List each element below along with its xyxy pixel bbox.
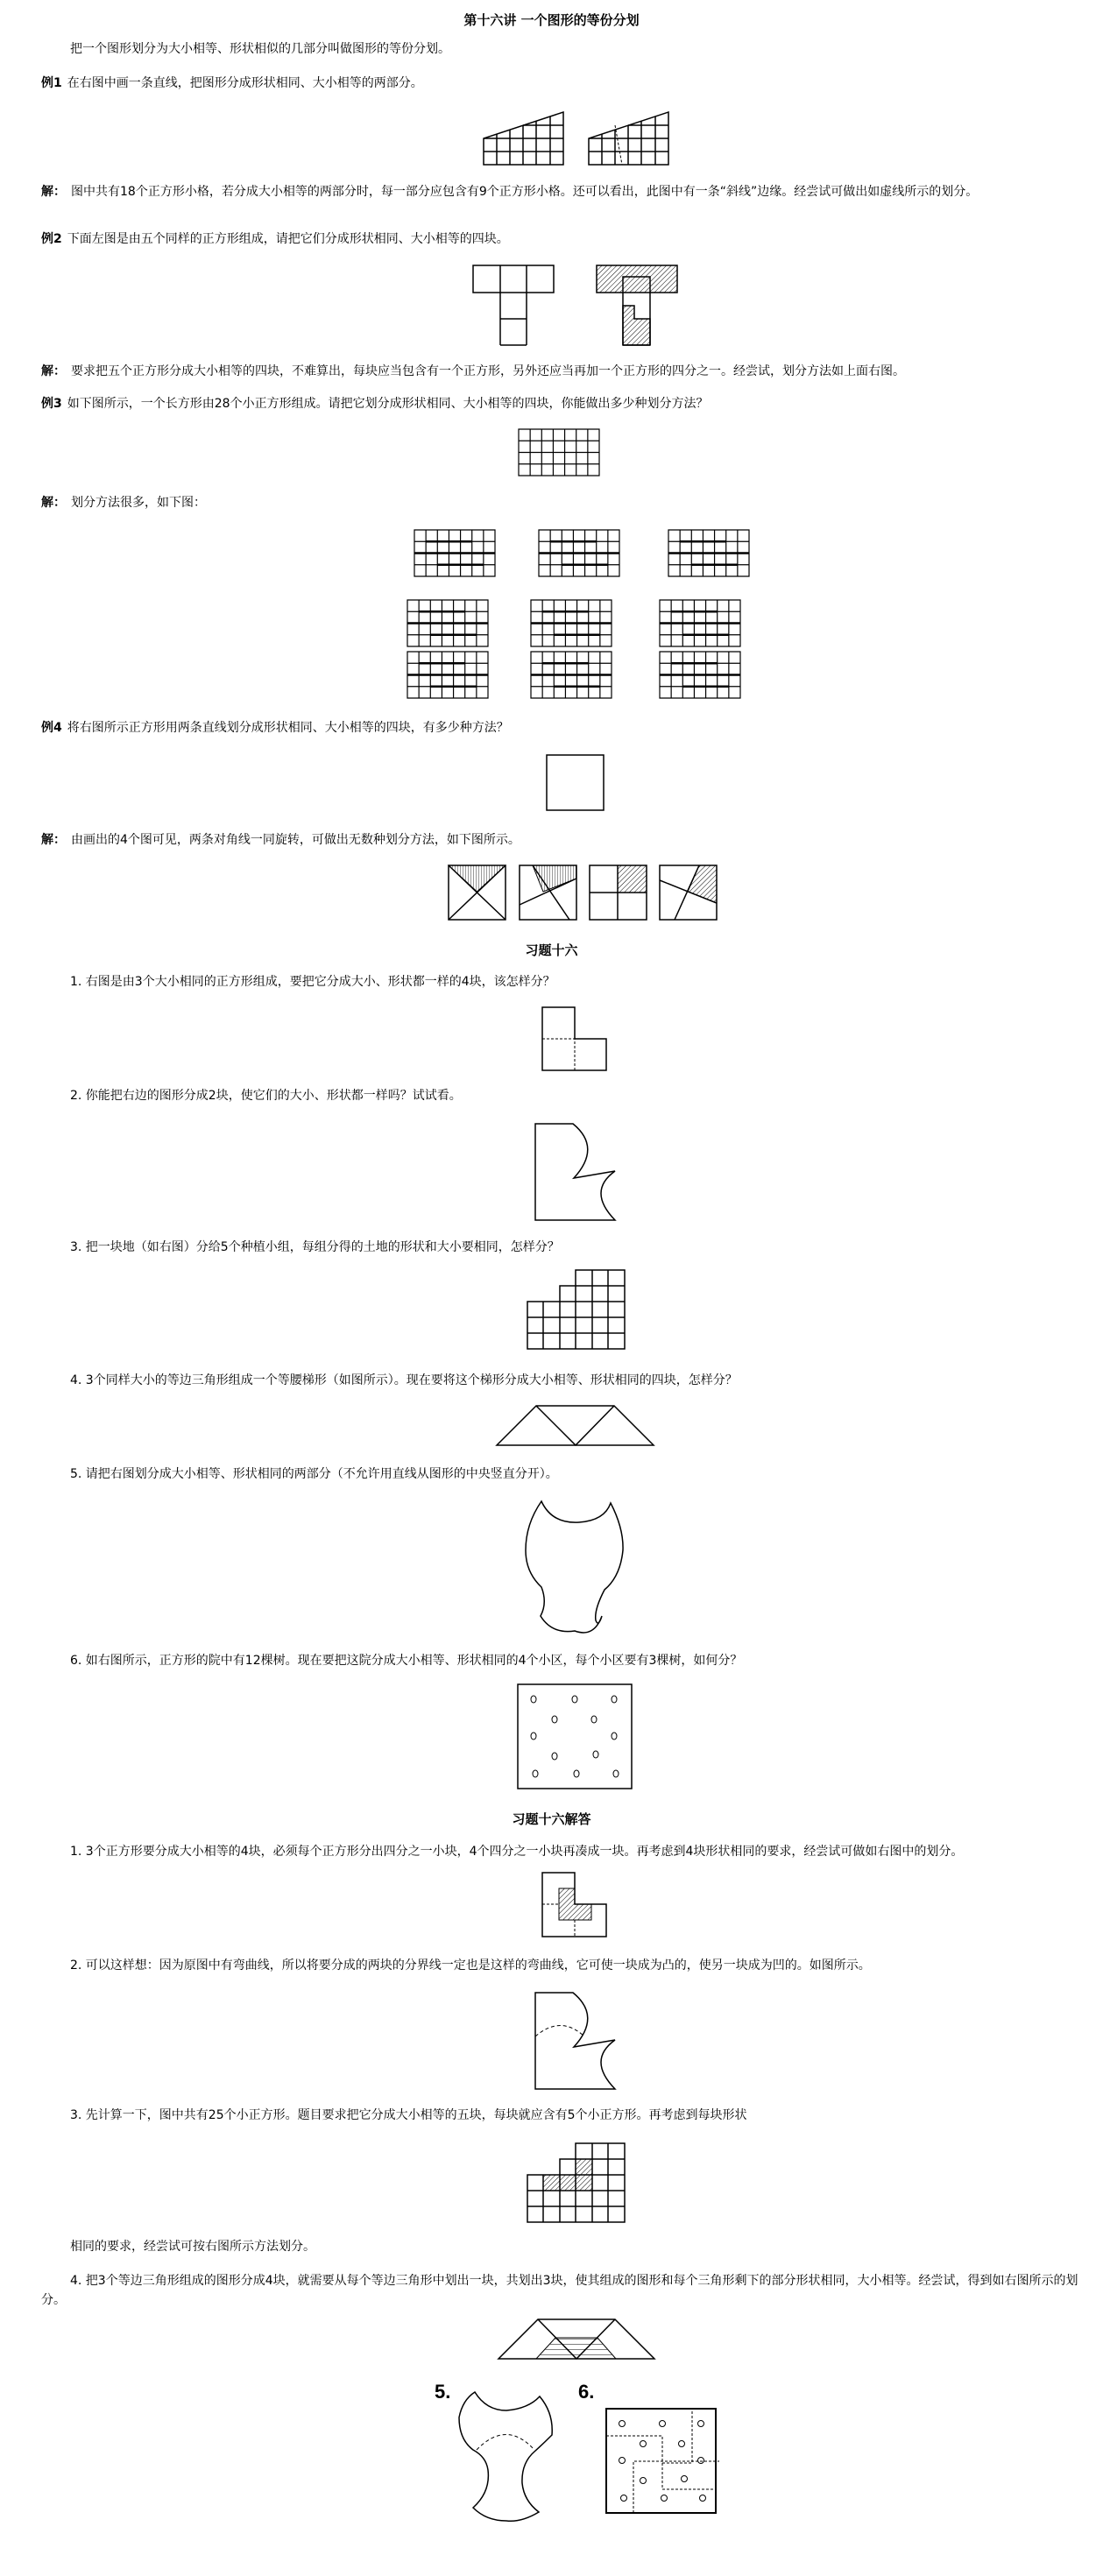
figure-label-6: 6. bbox=[578, 2381, 595, 2403]
page-title: 第十六讲 一个图形的等份分划 bbox=[463, 12, 640, 28]
example-text: 将右图所示正方形用两条直线划分成形状相同、大小相等的四块，有多少种方法？ bbox=[67, 721, 509, 735]
exercise-item: 5. 请把右图划分成大小相等、形状相同的两部分（不允许用直线从图形的中央竖直分开）。 bbox=[70, 1467, 558, 1481]
exercise-item: 1. 右图是由3个大小相同的正方形组成，要把它分成大小、形状都一样的4块，该怎样分？ bbox=[70, 975, 555, 989]
solution-text: 要求把五个正方形分成大小相等的四块，不难算出，每块应当包含有一个正方形，另外还应当再加一个正方形的四分之一。经尝试，划分方法如上面右图。 bbox=[71, 364, 905, 378]
answer-item: 1. 3个正方形要分成大小相等的4块，必须每个正方形分出四分之一小块，4个四分之一小块再凑成一块。再考虑到4块形状相同的要求，经尝试可做如右图中的划分。 bbox=[70, 1845, 964, 1859]
solution-label: 解： bbox=[41, 833, 66, 847]
solution-label: 解： bbox=[41, 364, 66, 378]
solution-label: 解： bbox=[41, 185, 66, 199]
example-label: 例2 bbox=[41, 232, 62, 246]
answer-item: 3. 先计算一下，图中共有25个小正方形。题目要求把它分成大小相等的五块，每块就应含有5个小正方形。再考虑到每块形状 bbox=[70, 2108, 747, 2122]
solution-text: 划分方法很多，如下图： bbox=[71, 496, 206, 510]
example-label: 例1 bbox=[41, 76, 62, 90]
example-text: 下面左图是由五个同样的正方形组成，请把它们分成形状相同、大小相等的四块。 bbox=[67, 232, 509, 246]
exercise-item: 4. 3个同样大小的等边三角形组成一个等腰梯形（如图所示）。现在要将这个梯形分成大小相等、形状相同的四块，怎样分？ bbox=[70, 1373, 738, 1387]
intro-text: 把一个图形划分为大小相等、形状相似的几部分叫做图形的等份分划。 bbox=[70, 42, 450, 56]
solution-text: 由画出的4个图可见，两条对角线一同旋转，可做出无数种划分方法，如下图所示。 bbox=[71, 833, 520, 847]
solution-text: 图中共有18个正方形小格，若分成大小相等的两部分时，每一部分应包含有9个正方形小格。还可以看出，此图中有一条“斜线”边缘。经尝试可做出如虚线所示的划分。 bbox=[71, 185, 979, 199]
figure-label-5: 5. bbox=[435, 2381, 451, 2403]
exercise-item: 6. 如右图所示，正方形的院中有12棵树。现在要把这院分成大小相等、形状相同的4个小区，每个小区要有3棵树，如何分？ bbox=[70, 1654, 743, 1668]
exercise-item: 3. 把一块地（如右图）分给5个种植小组，每组分得的土地的形状和大小要相同，怎样分？ bbox=[70, 1240, 560, 1254]
example-label: 例3 bbox=[41, 397, 62, 411]
answer-item: 2. 可以这样想：因为原图中有弯曲线，所以将要分成的两块的分界线一定也是这样的弯曲线，它可使一块成为凸的，使另一块成为凹的。如图所示。 bbox=[70, 1958, 871, 1973]
solution-label: 解： bbox=[41, 496, 66, 510]
exercises-heading: 习题十六 bbox=[525, 942, 578, 958]
answer-item: 相同的要求，经尝试可按右图所示方法划分。 bbox=[70, 2240, 315, 2254]
example-text: 在右图中画一条直线，把图形分成形状相同、大小相等的两部分。 bbox=[67, 76, 423, 90]
exercise-item: 2. 你能把右边的图形分成2块，使它们的大小、形状都一样吗？试试看。 bbox=[70, 1089, 462, 1103]
example-text: 如下图所示，一个长方形由28个小正方形组成。请把它划分成形状相同、大小相等的四块，你能做出多少种划分方法？ bbox=[67, 397, 709, 411]
answers-heading: 习题十六解答 bbox=[512, 1811, 591, 1827]
example-label: 例4 bbox=[41, 721, 62, 735]
answer-item: 4. 把3个等边三角形组成的图形分成4块，就需要从每个等边三角形中划出一块，共划出3块，使其组成的图形和每个三角形剩下的部分形状相同，大小相等。经尝试，得到如右图所示的划分。 bbox=[41, 2274, 1078, 2307]
